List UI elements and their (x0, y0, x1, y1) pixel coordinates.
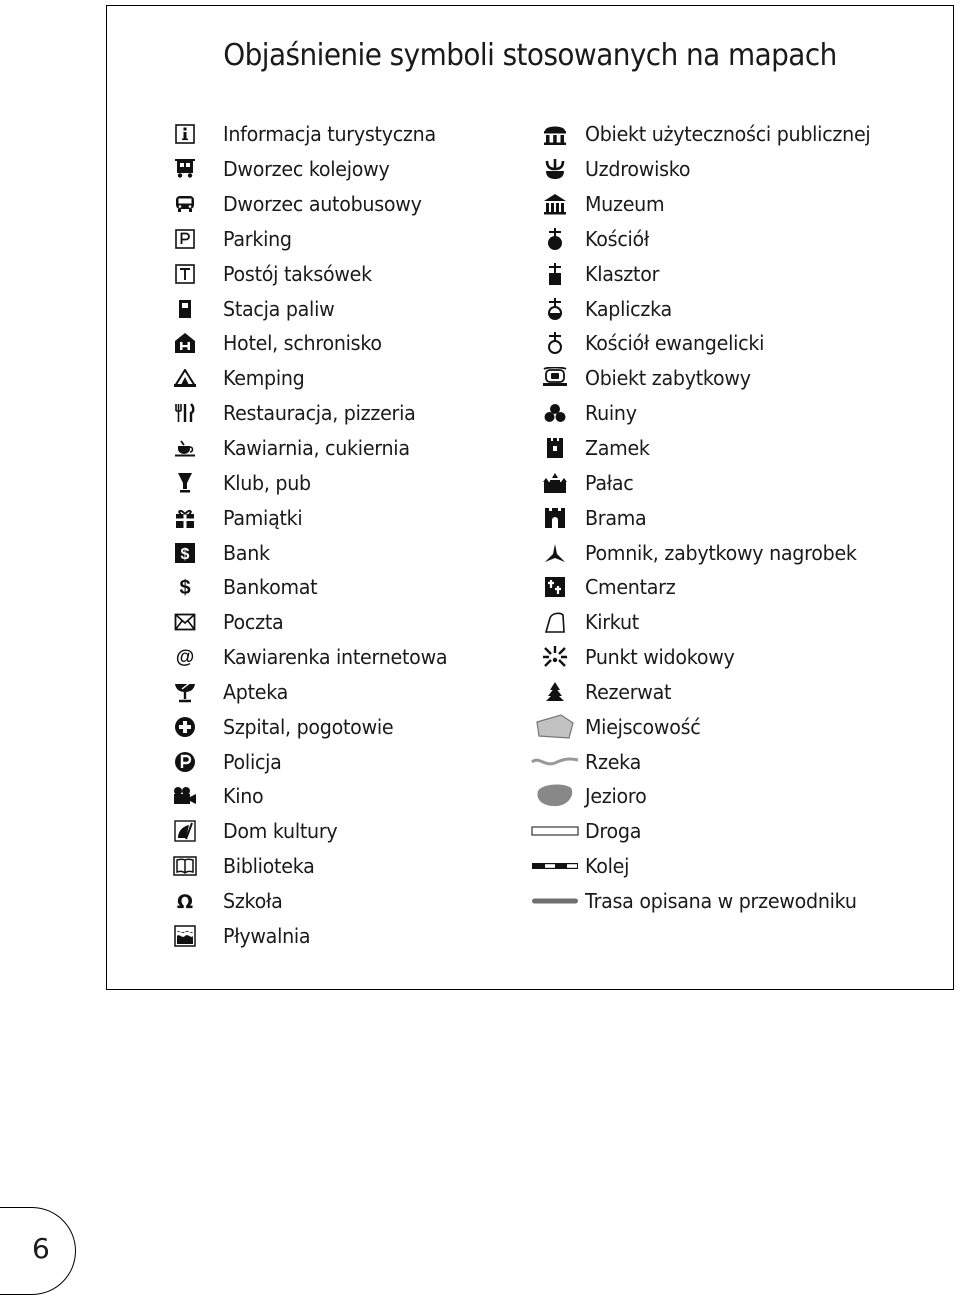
legend-item-label: Kapliczka (585, 296, 672, 321)
legend-item-label: Ruiny (585, 401, 637, 426)
legend-item-label: Uzdrowisko (585, 157, 691, 182)
legend-item-label: Rezerwat (585, 679, 672, 704)
page-title: Objaśnienie symboli stosowanych na mapach (223, 38, 837, 73)
legend-item (527, 117, 892, 152)
legend-item (527, 326, 892, 361)
legend-item (527, 570, 892, 605)
atm-icon (169, 574, 201, 600)
railway-line-icon (527, 853, 583, 879)
legend-item (169, 744, 464, 779)
legend-item (527, 744, 892, 779)
legend-item (527, 222, 892, 257)
legend-item (169, 884, 464, 919)
legend-item-label: Hotel, schronisko (223, 331, 382, 356)
legend-item (527, 361, 892, 396)
legend-item (169, 709, 464, 744)
legend-column-right (527, 117, 892, 918)
legend-item (527, 152, 892, 187)
legend-item (527, 187, 892, 222)
legend-item (169, 535, 464, 570)
legend-item (169, 918, 464, 953)
nature-reserve-icon (527, 679, 583, 705)
legend-item (527, 256, 892, 291)
legend-item-label: Punkt widokowy (585, 645, 735, 670)
legend-item-label: Pałac (585, 470, 634, 495)
museum-icon (527, 191, 583, 217)
legend-item-label: Bank (223, 540, 270, 565)
legend-item-label: Kirkut (585, 610, 639, 635)
jewish-cemetery-icon (527, 609, 583, 635)
legend-item (169, 779, 464, 814)
school-omega-icon (169, 888, 201, 914)
legend-item (527, 849, 892, 884)
gate-icon (527, 505, 583, 531)
legend-item-label: Restauracja, pizzeria (223, 401, 416, 426)
legend-item-label: Jezioro (585, 784, 647, 809)
legend-item (527, 814, 892, 849)
river-line-icon (527, 749, 583, 775)
legend-item-label: Kościół (585, 226, 650, 251)
legend-item (169, 117, 464, 152)
church-icon (527, 226, 583, 252)
taxi-icon (169, 261, 201, 287)
memorial-icon (527, 540, 583, 566)
legend-item (169, 187, 464, 222)
legend-item (527, 431, 892, 466)
swimming-pool-icon (169, 923, 201, 949)
at-sign-icon (169, 644, 201, 670)
legend-item-label: Klub, pub (223, 470, 311, 495)
legend-item-label: Pamiątki (223, 505, 303, 530)
legend-item (527, 465, 892, 500)
info-icon (169, 121, 201, 147)
legend-item-label: Muzeum (585, 192, 665, 217)
envelope-icon (169, 609, 201, 635)
legend-item-label: Kino (223, 784, 264, 809)
culture-house-icon (169, 818, 201, 844)
legend-item-label: Apteka (223, 679, 289, 704)
locality-area-icon (527, 714, 583, 740)
bank-icon (169, 540, 201, 566)
legend-item (169, 222, 464, 257)
bus-icon (169, 191, 201, 217)
legend-item-label: Obiekt zabytkowy (585, 366, 751, 391)
lake-shape-icon (527, 783, 583, 809)
protestant-church-icon (527, 330, 583, 356)
legend-item-label: Pomnik, zabytkowy nagrobek (585, 540, 857, 565)
legend-item-label: Informacja turystyczna (223, 122, 436, 147)
legend-item (169, 849, 464, 884)
legend-item-label: Stacja paliw (223, 296, 335, 321)
monastery-icon (527, 261, 583, 287)
route-line-icon (527, 888, 583, 914)
page-number: 6 (32, 1232, 50, 1265)
road-line-icon (527, 818, 583, 844)
svg-text:@: @ (175, 647, 195, 669)
legend-item-label: Kościół ewangelicki (585, 331, 765, 356)
police-icon (169, 749, 201, 775)
legend-item (169, 396, 464, 431)
legend-column-left (169, 117, 464, 953)
palace-icon (527, 470, 583, 496)
legend-item-label: Poczta (223, 610, 284, 635)
legend-item (527, 605, 892, 640)
legend-item-label: Brama (585, 505, 647, 530)
viewpoint-icon (527, 644, 583, 670)
legend-item (527, 709, 892, 744)
legend-item (169, 675, 464, 710)
legend-item-label: Policja (223, 749, 282, 774)
legend-item (527, 396, 892, 431)
ruins-icon (527, 400, 583, 426)
public-building-icon (527, 121, 583, 147)
hotel-icon (169, 330, 201, 356)
legend-item-label: Bankomat (223, 575, 318, 600)
movie-camera-icon (169, 783, 201, 809)
legend-item-label: Obiekt użyteczności publicznej (585, 122, 871, 147)
legend-item (527, 535, 892, 570)
castle-icon (527, 435, 583, 461)
legend-item-label: Kemping (223, 366, 305, 391)
legend-item (527, 675, 892, 710)
legend-item-label: Kolej (585, 854, 630, 879)
legend-item-label: Dworzec autobusowy (223, 192, 422, 217)
legend-item (169, 465, 464, 500)
legend-item-label: Biblioteka (223, 854, 315, 879)
legend-item (527, 500, 892, 535)
legend-item-label: Klasztor (585, 261, 660, 286)
legend-item-label: Trasa opisana w przewodniku (585, 888, 857, 913)
legend-item-label: Droga (585, 819, 642, 844)
svg-text:$: $ (179, 577, 191, 599)
legend-item-label: Kawiarenka internetowa (223, 645, 448, 670)
fuel-icon (169, 296, 201, 322)
legend-item (527, 291, 892, 326)
legend-item (527, 640, 892, 675)
legend-item-label: Szkoła (223, 888, 283, 913)
legend-item (169, 326, 464, 361)
tent-icon (169, 365, 201, 391)
monument-building-icon (527, 365, 583, 391)
legend-item (169, 605, 464, 640)
legend-item-label: Dworzec kolejowy (223, 157, 390, 182)
coffee-cup-icon (169, 435, 201, 461)
cemetery-icon (527, 574, 583, 600)
legend-item (527, 884, 892, 919)
legend-item (169, 431, 464, 466)
legend-item-label: Miejscowość (585, 714, 701, 739)
pharmacy-icon (169, 679, 201, 705)
svg-text:$: $ (180, 545, 190, 563)
legend-item-label: Pływalnia (223, 923, 311, 948)
legend-box (106, 5, 954, 990)
legend-item-label: Parking (223, 226, 292, 251)
legend-item (169, 291, 464, 326)
train-icon (169, 156, 201, 182)
parking-icon (169, 226, 201, 252)
legend-item (527, 779, 892, 814)
hospital-icon (169, 714, 201, 740)
book-icon (169, 853, 201, 879)
svg-text:Ω: Ω (176, 890, 194, 912)
legend-item-label: Rzeka (585, 749, 641, 774)
legend-item (169, 570, 464, 605)
legend-item (169, 256, 464, 291)
cutlery-icon (169, 400, 201, 426)
wine-glass-icon (169, 470, 201, 496)
legend-item (169, 814, 464, 849)
chapel-icon (527, 296, 583, 322)
gift-icon (169, 505, 201, 531)
legend-item (169, 361, 464, 396)
legend-item-label: Szpital, pogotowie (223, 714, 394, 739)
legend-item-label: Kawiarnia, cukiernia (223, 436, 410, 461)
legend-item (169, 640, 464, 675)
legend-item-label: Postój taksówek (223, 261, 372, 286)
legend-item-label: Dom kultury (223, 819, 338, 844)
legend-item-label: Cmentarz (585, 575, 676, 600)
legend-item (169, 500, 464, 535)
spa-icon (527, 156, 583, 182)
legend-item-label: Zamek (585, 436, 650, 461)
legend-item (169, 152, 464, 187)
